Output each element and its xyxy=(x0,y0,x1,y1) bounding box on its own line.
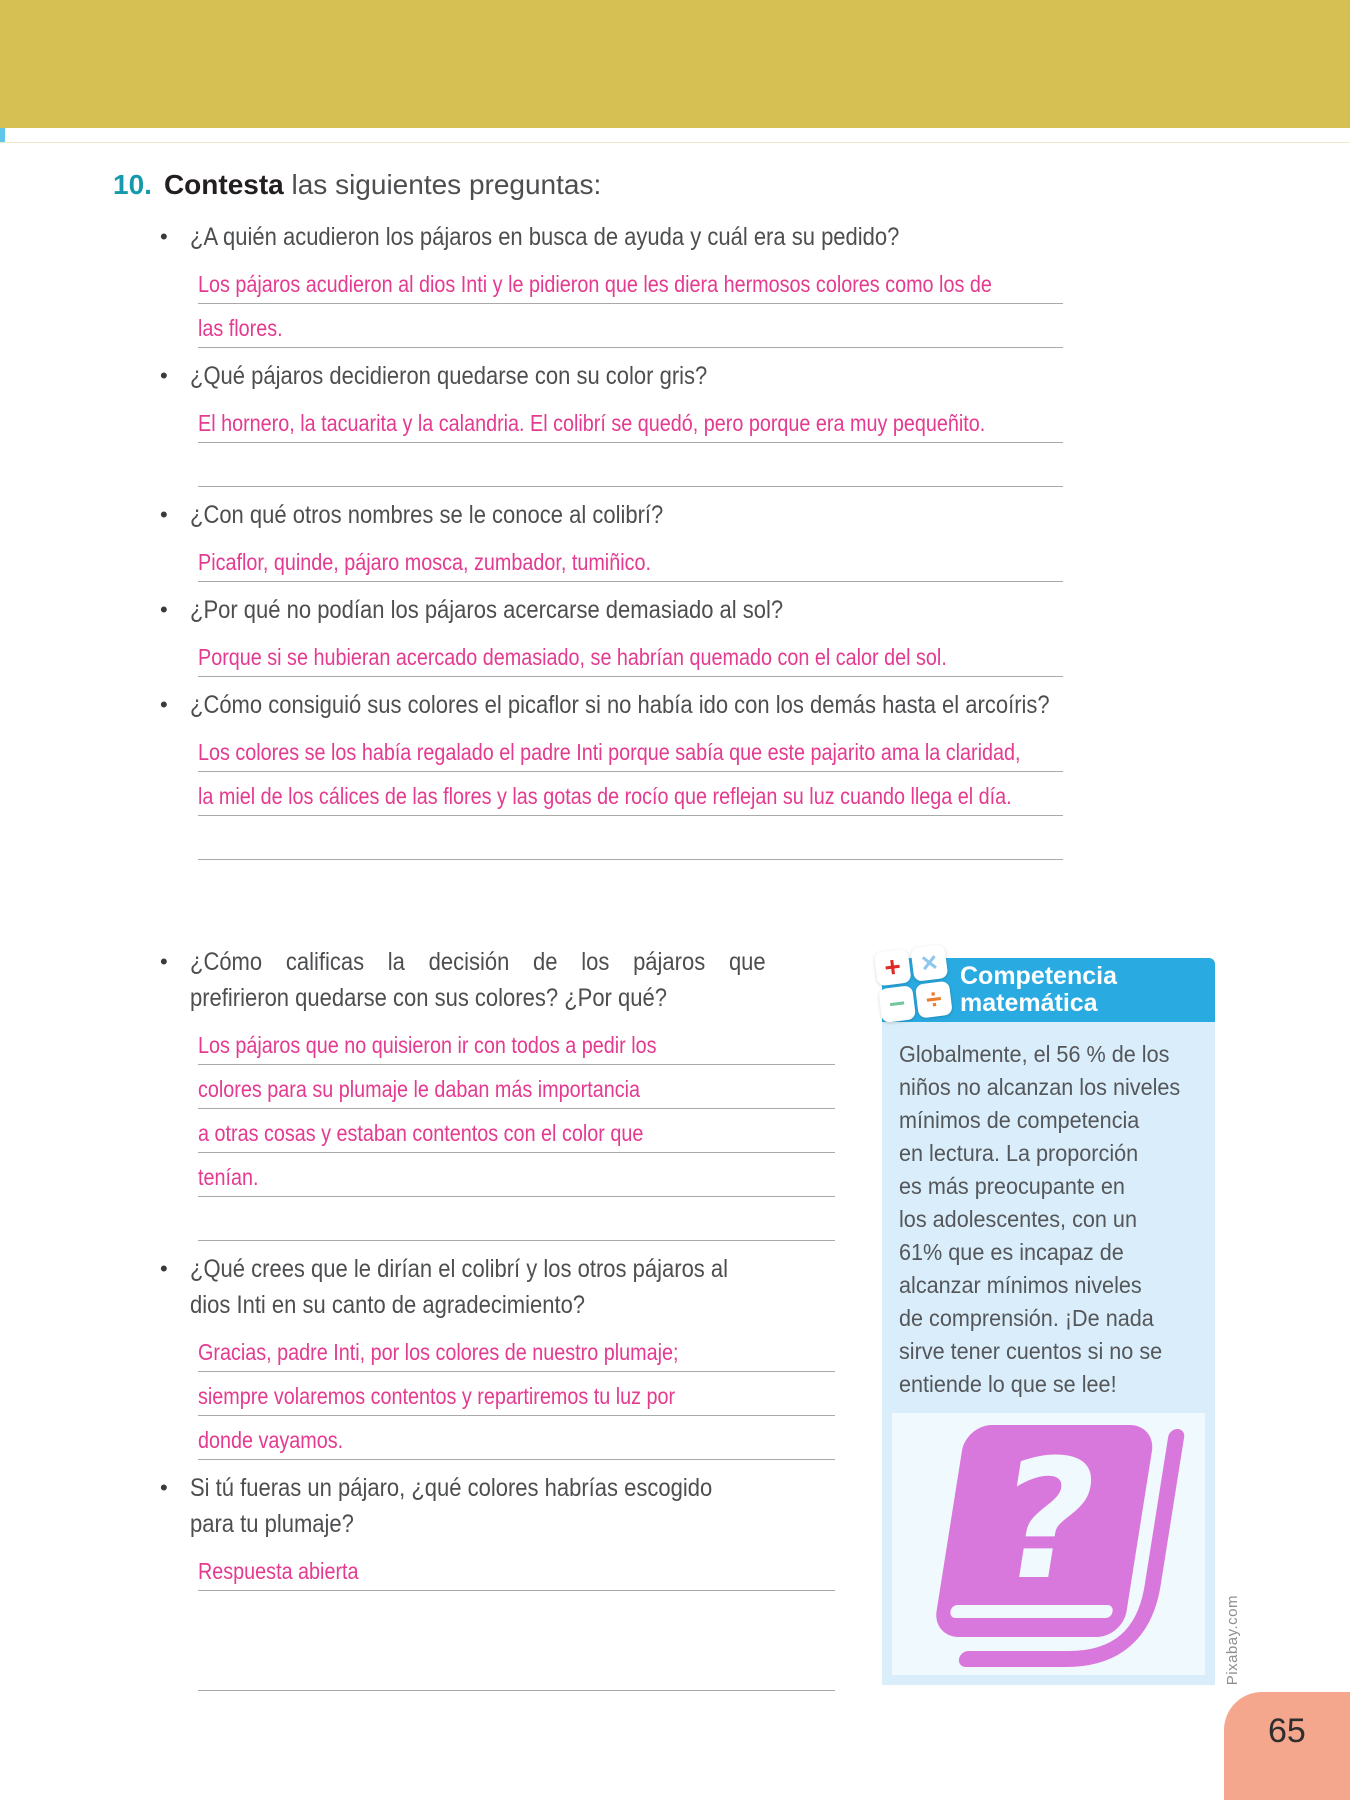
sidebar-body-line: 61% que es incapaz de xyxy=(899,1239,1124,1265)
bullet-icon: • xyxy=(160,502,168,527)
times-icon: × xyxy=(910,944,948,982)
question-line: prefirieron quedarse con sus colores? ¿Por qué? xyxy=(190,984,667,1012)
sidebar-body-line: en lectura. La proporción xyxy=(899,1140,1139,1166)
question-text xyxy=(190,687,1215,723)
question-text xyxy=(190,944,848,1016)
question-line: ¿Qué pájaros decidieron quedarse con su color gris? xyxy=(190,362,708,390)
answer-text: a otras cosas y estaban contentos con el color que xyxy=(198,1120,644,1146)
answer-line xyxy=(198,1547,835,1591)
question-text xyxy=(190,219,1215,255)
question-list-full-width xyxy=(113,219,1215,860)
bullet-icon: • xyxy=(160,597,168,622)
answer-text: la miel de los cálices de las flores y las gotas de rocío que reflejan su luz cuando llega el día. xyxy=(198,783,1012,809)
sidebar-body-line: alcanzar mínimos niveles xyxy=(899,1272,1142,1298)
question-text xyxy=(190,497,1215,533)
bullet-icon: • xyxy=(160,224,168,249)
answer-text: Los pájaros acudieron al dios Inti y le pidieron que les diera hermosos colores como los de xyxy=(198,271,992,297)
answer-text: donde vayamos. xyxy=(198,1427,344,1453)
minus-icon: − xyxy=(878,985,916,1023)
sidebar-body xyxy=(882,1022,1215,1685)
sidebar-title-line2: matemática xyxy=(960,989,1098,1017)
exercise-instruction-verb: Contesta xyxy=(163,169,284,200)
sidebar-body-line: de comprensión. ¡De nada xyxy=(899,1305,1154,1331)
sidebar-body-text xyxy=(882,1038,1215,1401)
answer-lines xyxy=(198,633,1215,677)
svg-text:?: ? xyxy=(984,1424,1111,1617)
sidebar-banner xyxy=(882,946,1215,1022)
sidebar-body-line: es más preocupante en xyxy=(899,1173,1125,1199)
bullet-icon: • xyxy=(160,949,168,974)
answer-line xyxy=(198,1065,835,1109)
top-decorative-band xyxy=(0,0,1350,128)
bullet-icon: • xyxy=(160,1256,168,1281)
answer-line xyxy=(198,1153,835,1197)
math-operations-icon xyxy=(874,944,954,1027)
answer-blank-line xyxy=(198,443,1063,487)
answer-line xyxy=(198,728,1063,772)
answer-line xyxy=(198,399,1063,443)
question-text xyxy=(190,1251,848,1323)
sidebar-body-line: sirve tener cuentos si no se xyxy=(899,1338,1163,1364)
answer-lines xyxy=(198,1328,848,1460)
answer-text: siempre volaremos contentos y repartiremos tu luz por xyxy=(198,1383,676,1409)
answer-line xyxy=(198,633,1063,677)
answer-line xyxy=(198,1328,835,1372)
question-line: ¿Cómo consiguió sus colores el picaflor si no había ido con los demás hasta el arcoíris? xyxy=(190,691,1050,719)
answer-line xyxy=(198,772,1063,816)
question-block xyxy=(113,687,1215,860)
question-block xyxy=(113,219,1215,348)
sidebar-body-line: niños no alcanzan los niveles xyxy=(899,1074,1181,1100)
question-line: ¿Qué crees que le dirían el colibrí y los otros pájaros al xyxy=(190,1255,729,1283)
answer-lines xyxy=(198,1021,848,1241)
question-block xyxy=(113,358,1215,487)
answer-lines xyxy=(198,260,1215,348)
question-line: ¿A quién acudieron los pájaros en busca de ayuda y cuál era su pedido? xyxy=(190,223,900,251)
question-line: dios Inti en su canto de agradecimiento? xyxy=(190,1291,586,1319)
question-line: para tu plumaje? xyxy=(190,1510,354,1538)
sidebar-title-line1: Competencia xyxy=(960,962,1117,990)
question-line: ¿Con qué otros nombres se le conoce al colibrí? xyxy=(190,501,664,529)
question-text xyxy=(190,358,1215,394)
answer-line xyxy=(198,304,1063,348)
bullet-icon: • xyxy=(160,692,168,717)
page-number-badge xyxy=(1224,1692,1350,1800)
exercise-instruction-rest: las siguientes preguntas: xyxy=(283,169,602,200)
sidebar-body-line: entiende lo que se lee! xyxy=(899,1371,1117,1397)
question-line: ¿Por qué no podían los pájaros acercarse demasiado al sol? xyxy=(190,596,784,624)
answer-text: Respuesta abierta xyxy=(198,1558,359,1584)
answer-line xyxy=(198,1372,835,1416)
answer-blank-line xyxy=(198,816,1063,860)
bullet-icon: • xyxy=(160,1475,168,1500)
answer-lines xyxy=(198,1547,848,1691)
answer-blank-line xyxy=(198,1197,835,1241)
sidebar-illustration xyxy=(892,1413,1205,1675)
answer-text: Los pájaros que no quisieron ir con todos a pedir los xyxy=(198,1032,657,1058)
answer-lines xyxy=(198,728,1215,860)
answer-line xyxy=(198,1021,835,1065)
question-line: ¿Cómo calificas la decisión de los pájaros que xyxy=(190,948,766,976)
exercise-header xyxy=(113,169,1215,201)
accent-tick xyxy=(0,128,5,142)
divide-icon: ÷ xyxy=(915,981,953,1019)
competencia-matematica-box xyxy=(882,946,1241,1701)
question-list-left-column xyxy=(113,944,848,1701)
top-strip xyxy=(0,128,1350,143)
page-number: 65 xyxy=(1268,1712,1306,1750)
answer-line xyxy=(198,1416,835,1460)
two-column-section xyxy=(113,944,1241,1701)
sidebar-body-line: Globalmente, el 56 % de los xyxy=(899,1041,1170,1067)
answer-line xyxy=(198,260,1063,304)
answer-text: Picaflor, quinde, pájaro mosca, zumbador, tumiñico. xyxy=(198,549,651,575)
answer-line xyxy=(198,1109,835,1153)
question-text xyxy=(190,592,1215,628)
answer-text: Porque si se hubieran acercado demasiado, se habrían quemado con el calor del sol. xyxy=(198,644,947,670)
question-line: Si tú fueras un pájaro, ¿qué colores habrías escogido xyxy=(190,1474,713,1502)
answer-text: El hornero, la tacuarita y la calandria. El colibrí se quedó, pero porque era muy pequeñito. xyxy=(198,410,986,436)
question-block xyxy=(113,1470,848,1691)
question-block xyxy=(113,944,848,1241)
sidebar-body-line: los adolescentes, con un xyxy=(899,1206,1137,1232)
answer-lines xyxy=(198,399,1215,487)
bullet-icon: • xyxy=(160,363,168,388)
answer-line xyxy=(198,538,1063,582)
image-credit: Pixabay.com xyxy=(1224,1594,1241,1685)
book-question-icon xyxy=(899,1419,1199,1669)
sidebar-body-line: mínimos de competencia xyxy=(899,1107,1140,1133)
answer-text: las flores. xyxy=(198,315,283,341)
answer-text: colores para su plumaje le daban más importancia xyxy=(198,1076,640,1102)
page-content xyxy=(113,169,1241,1701)
question-block xyxy=(113,1251,848,1460)
question-block xyxy=(113,592,1215,677)
exercise-number: 10. xyxy=(113,169,152,200)
question-text xyxy=(190,1470,848,1542)
answer-text: Gracias, padre Inti, por los colores de nuestro plumaje; xyxy=(198,1339,679,1365)
question-block xyxy=(113,497,1215,582)
answer-lines xyxy=(198,538,1215,582)
answer-text: Los colores se los había regalado el padre Inti porque sabía que este pajarito ama la claridad, xyxy=(198,739,1021,765)
answer-blank-line xyxy=(198,1647,835,1691)
plus-icon: + xyxy=(874,948,912,986)
answer-text: tenían. xyxy=(198,1164,259,1190)
